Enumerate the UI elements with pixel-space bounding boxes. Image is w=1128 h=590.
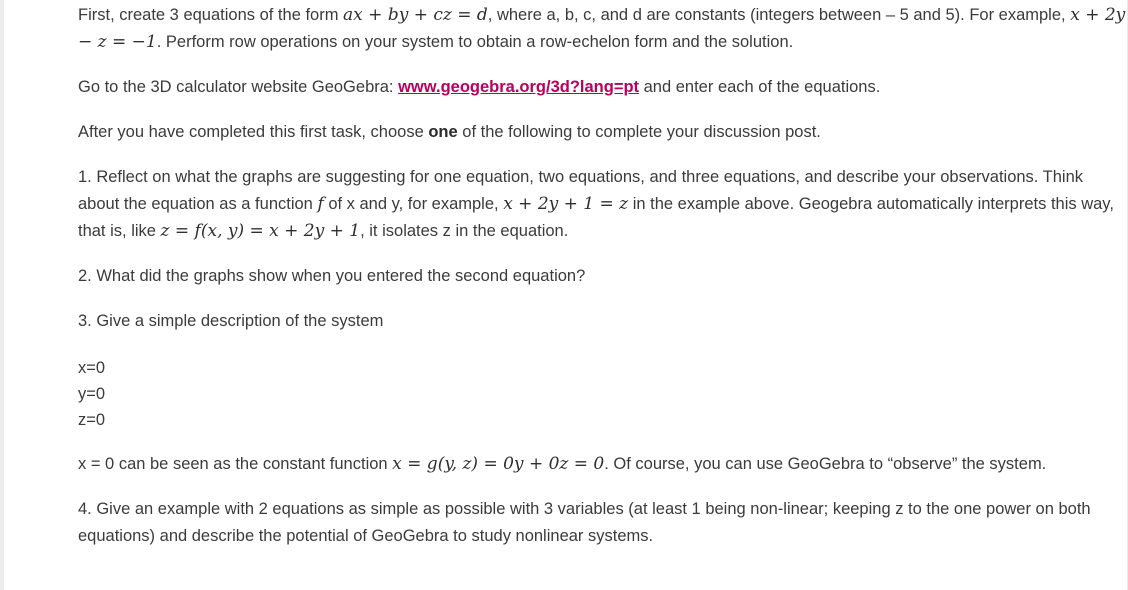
system-equation-y: y=0 [78, 385, 106, 403]
geogebra-text-1: Go to the 3D calculator website GeoGebra: [78, 78, 399, 96]
option-2: 2. What did the graphs show when you entered the second equation? [78, 267, 586, 285]
intro-text-3: . Perform row operations on your system to obtain a row-echelon form and the solution. [156, 33, 794, 51]
equation-z-example: x + 2y + 1 = z [503, 194, 629, 214]
option-1-text-4: , it isolates z in the equation. [360, 222, 569, 240]
option-1-text-2: of x and y, for example, [323, 195, 504, 213]
equation-example: x + 2y − z = −1 [78, 5, 1126, 52]
discussion-prompt [78, 2, 1128, 550]
system-equation-x: x=0 [78, 359, 106, 377]
equation-general-form: ax + by + cz = d [343, 5, 488, 25]
geogebra-link[interactable]: www.geogebra.org/3d?lang=pt [398, 78, 640, 96]
option-1 [78, 164, 1128, 245]
geogebra-text-2: and enter each of the equations. [639, 78, 881, 96]
equation-z-function: z = f(x, y) = x + 2y + 1 [160, 221, 361, 241]
equation-constant-function: x = g(y, z) = 0y + 0z = 0 [392, 454, 605, 474]
choose-paragraph [78, 119, 1128, 146]
option-1-text-3: in the example above. Geogebra automatically interprets this way, that is, like [78, 195, 1114, 240]
intro-paragraph [78, 2, 1128, 56]
choose-text-1: After you have completed this first task, choose [78, 123, 429, 141]
constant-function-paragraph [78, 451, 1128, 478]
system-equation-z: z=0 [78, 411, 106, 429]
constant-text-2: . Of course, you can use GeoGebra to “observe” the system. [604, 455, 1047, 473]
example-system [78, 355, 1128, 433]
intro-text-2: , where a, b, c, and d are constants (integers between – 5 and 5). For example, [487, 6, 1071, 24]
constant-text-1: x = 0 can be seen as the constant function [78, 455, 393, 473]
option-3: 3. Give a simple description of the system [78, 312, 384, 330]
option-4: 4. Give an example with 2 equations as simple as possible with 3 variables (at least 1 being non-linear; keeping z to the one power on both equations) and describe the potential of GeoGebra to study nonlinear systems. [78, 500, 1091, 545]
choose-text-2: of the following to complete your discussion post. [457, 123, 821, 141]
intro-text-1: First, create 3 equations of the form [78, 6, 344, 24]
option-1-text-1: 1. Reflect on what the graphs are suggesting for one equation, two equations, and three equations, and describe your observations. Think about the equation as a function [78, 168, 1084, 213]
function-f: f [317, 194, 324, 214]
geogebra-paragraph [78, 74, 1128, 101]
choose-bold-one: one [428, 123, 458, 141]
